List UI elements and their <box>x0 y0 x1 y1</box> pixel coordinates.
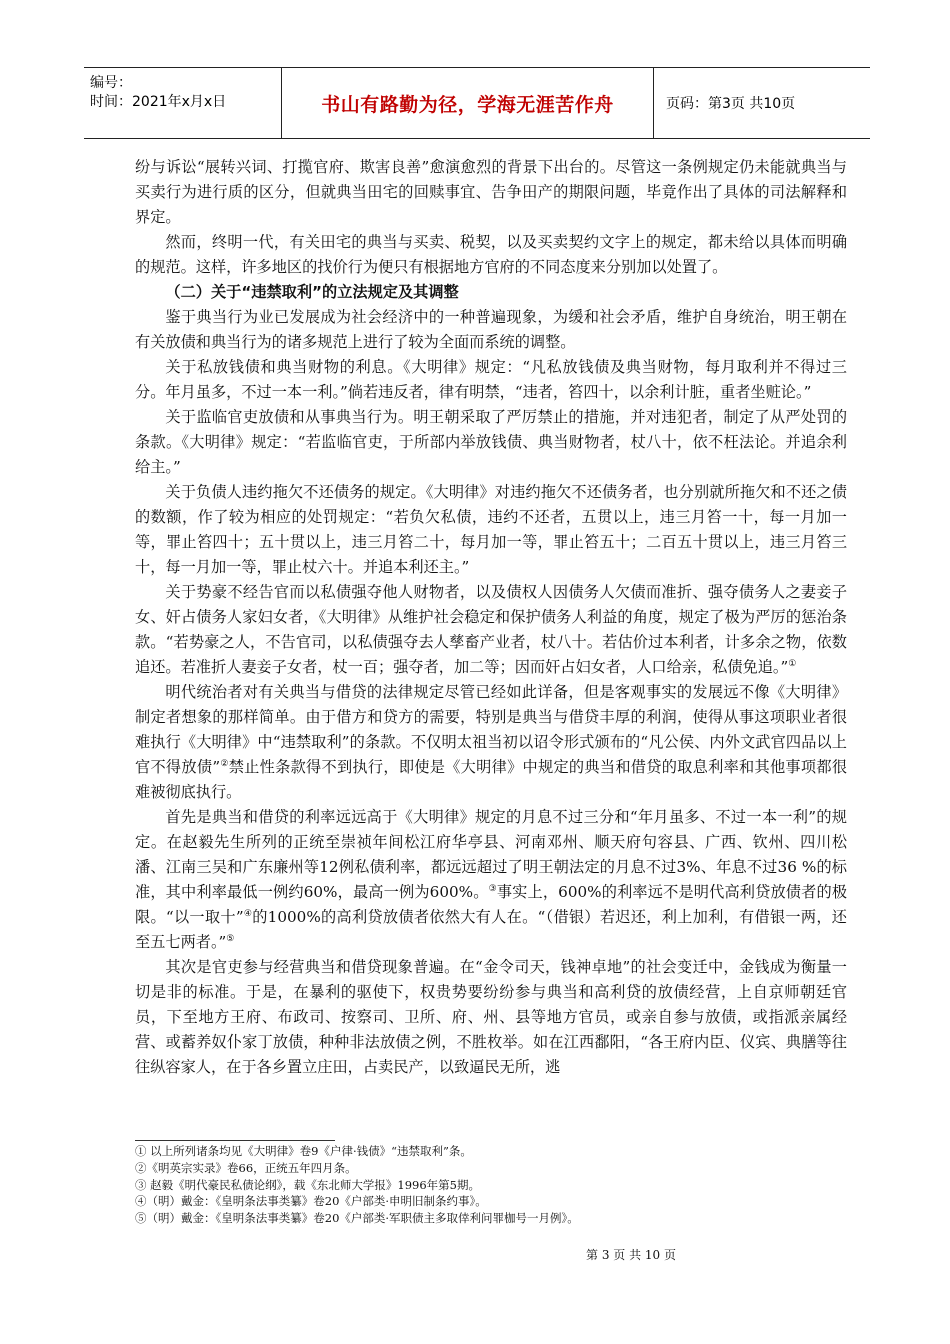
footnote-separator <box>135 1140 335 1141</box>
footnotes <box>135 1143 847 1227</box>
paragraph: 关于负债人违约拖欠不还债务的规定。《大明律》对违约拖欠不还债务者，也分别就所拖欠和不还之债的数额，作了较为相应的处罚规定：“若负欠私债，违约不还者，五贯以上，违三月笞一十，每一月加一等，罪止笞四十；五十贯以上，违三月笞二十，每月加一等，罪止笞五十；二百五十贯以上，违三月笞三十，每一月加一等，罪止杖六十。并追本利还主。” <box>135 483 847 576</box>
paragraph: 其次是官吏参与经营典当和借贷现象普遍。在“金令司天，钱神卓地”的社会变迁中，金钱成为衡量一切是非的标准。于是，在暴利的驱使下，权贵势要纷纷参与典当和高利贷的放债经营，上自京师朝廷官员，下至地方王府、布政司、按察司、卫所、府、州、县等地方官员，或亲自参与放债，或指派亲属经营、或蓄养奴仆家丁放债，种种非法放债之例，不胜枚举。如在江西鄱阳，“各王府内臣、仪宾、典膳等往往纵容家人，在于各乡置立庄田，占卖民产，以致逼民无所，逃 <box>135 958 847 1076</box>
page-header <box>84 67 870 139</box>
paragraph: 关于势豪不经告官而以私债强夺他人财物者，以及债权人因债务人欠债而准折、强夺债务人之妻妾子女、奸占债务人家妇女者，《大明律》从维护社会稳定和保护债务人利益的角度，规定了极为严厉的惩治条款。“若势豪之人，不告官司，以私债强夺去人孳畜产业者，杖八十。若估价过本利者，计多余之物，依数追还。若准折人妻妾子女者，杖一百；强夺者，加二等；因而奸占妇女者，人口给亲，私债免追。”① <box>135 583 847 676</box>
paragraph: 纷与诉讼“展转兴词、打揽官府、欺害良善”愈演愈烈的背景下出台的。尽管这一条例规定仍未能就典当与买卖行为进行质的区分，但就典当田宅的回赎事宜、告争田产的期限问题，毕竟作出了具体的司法解释和界定。 <box>135 158 847 226</box>
footnote: ① 以上所列诸条均见《大明律》卷9《户律·钱债》“违禁取利”条。 <box>135 1144 472 1158</box>
section-heading: （二）关于“违禁取利”的立法规定及其调整 <box>165 283 459 301</box>
paragraph: 然而，终明一代，有关田宅的典当与买卖、税契，以及买卖契约文字上的规定，都未给以具体而明确的规范。这样，许多地区的找价行为便只有根据地方官府的不同态度来分别加以处置了。 <box>135 233 847 276</box>
footnote: ④（明）戴金：《皇明条法事类纂》卷20《户部类·申明旧制条约事》。 <box>135 1194 487 1209</box>
header-motto: 书山有路勤为径，学海无涯苦作舟 <box>282 68 654 138</box>
paragraph: 关于监临官吏放债和从事典当行为。明王朝采取了严厉禁止的措施，并对违犯者，制定了从严处罚的条款。《大明律》规定：“若监临官吏，于所部内举放钱债、典当财物者，杖八十，依不枉法论。并追余利给主。” <box>135 408 847 476</box>
paragraph: 明代统治者对有关典当与借贷的法律规定尽管已经如此详备，但是客观事实的发展远不像《大明律》制定者想象的那样简单。由于借方和贷方的需要，特别是典当与借贷丰厚的利润，使得从事这项职业者很难执行《大明律》中“违禁取利”的条款。不仅明太祖当初以诏令形式颁布的“凡公侯、内外文武官四品以上官不得放债”②禁止性条款得不到执行，即使是《大明律》中规定的典当和借贷的取息利率和其他事项都很难被彻底执行。 <box>135 683 848 801</box>
footnote: ③ 赵毅《明代豪民私债论纲》，载《东北师大学报》1996年第5期。 <box>135 1177 480 1192</box>
doc-time-label: 时间：2021年x月x日 <box>90 94 227 110</box>
footnote: ②《明英宗实录》卷66，正统五年四月条。 <box>135 1160 357 1175</box>
footnote-ref[interactable]: ① <box>788 658 797 669</box>
paragraph: 首先是典当和借贷的利率远远高于《大明律》规定的月息不过三分和“年月虽多、不过一本一利”的规定。在赵毅先生所列的正统至崇祯年间松江府华亭县、河南邓州、顺天府句容县、广西、钦州、四川松潘、江南三吴和广东廉州等12例私债利率，都远远超过了明王朝法定的月息不过3%、年息不过36 %的标准，其中利率最低一例约60%，最高一例为600%。③事实上，600%的利率远不是明代高利贷放债者的极限。“以一取十”④的1000%的高利贷放债者依然大有人在。“（借银）若迟还，利上加利，有借银一两，还至五七两者。”⑤ <box>135 808 848 951</box>
footnote-ref[interactable]: ② <box>220 758 229 769</box>
paragraph: 关于私放钱债和典当财物的利息。《大明律》规定：“凡私放钱债及典当财物，每月取利并不得过三分。年月虽多，不过一本一利。”倘若违反者，律有明禁，“违者，笞四十，以余利计脏，重者坐赃论。” <box>135 358 847 401</box>
doc-number-label: 编号： <box>90 75 132 91</box>
footnote-ref[interactable]: ④ <box>243 908 253 919</box>
page-footer <box>0 1246 950 1263</box>
footnote: ⑤（明）戴金：《皇明条法事类纂》卷20《户部类·军职债主多取倖利问罪枷号一月例》。 <box>135 1211 579 1226</box>
header-meta <box>84 68 282 138</box>
footnote-ref[interactable]: ③ <box>488 883 497 894</box>
page-number: 第 3 页 共 10 页 <box>586 1248 676 1262</box>
document-body <box>135 155 847 1080</box>
footnote-ref[interactable]: ⑤ <box>226 933 235 944</box>
paragraph: 鉴于典当行为业已发展成为社会经济中的一种普遍现象，为缓和社会矛盾，维护自身统治，明王朝在有关放债和典当行为的诸多规范上进行了较为全面而系统的调整。 <box>135 308 847 351</box>
header-page-info: 页码：第3页 共10页 <box>666 96 796 112</box>
